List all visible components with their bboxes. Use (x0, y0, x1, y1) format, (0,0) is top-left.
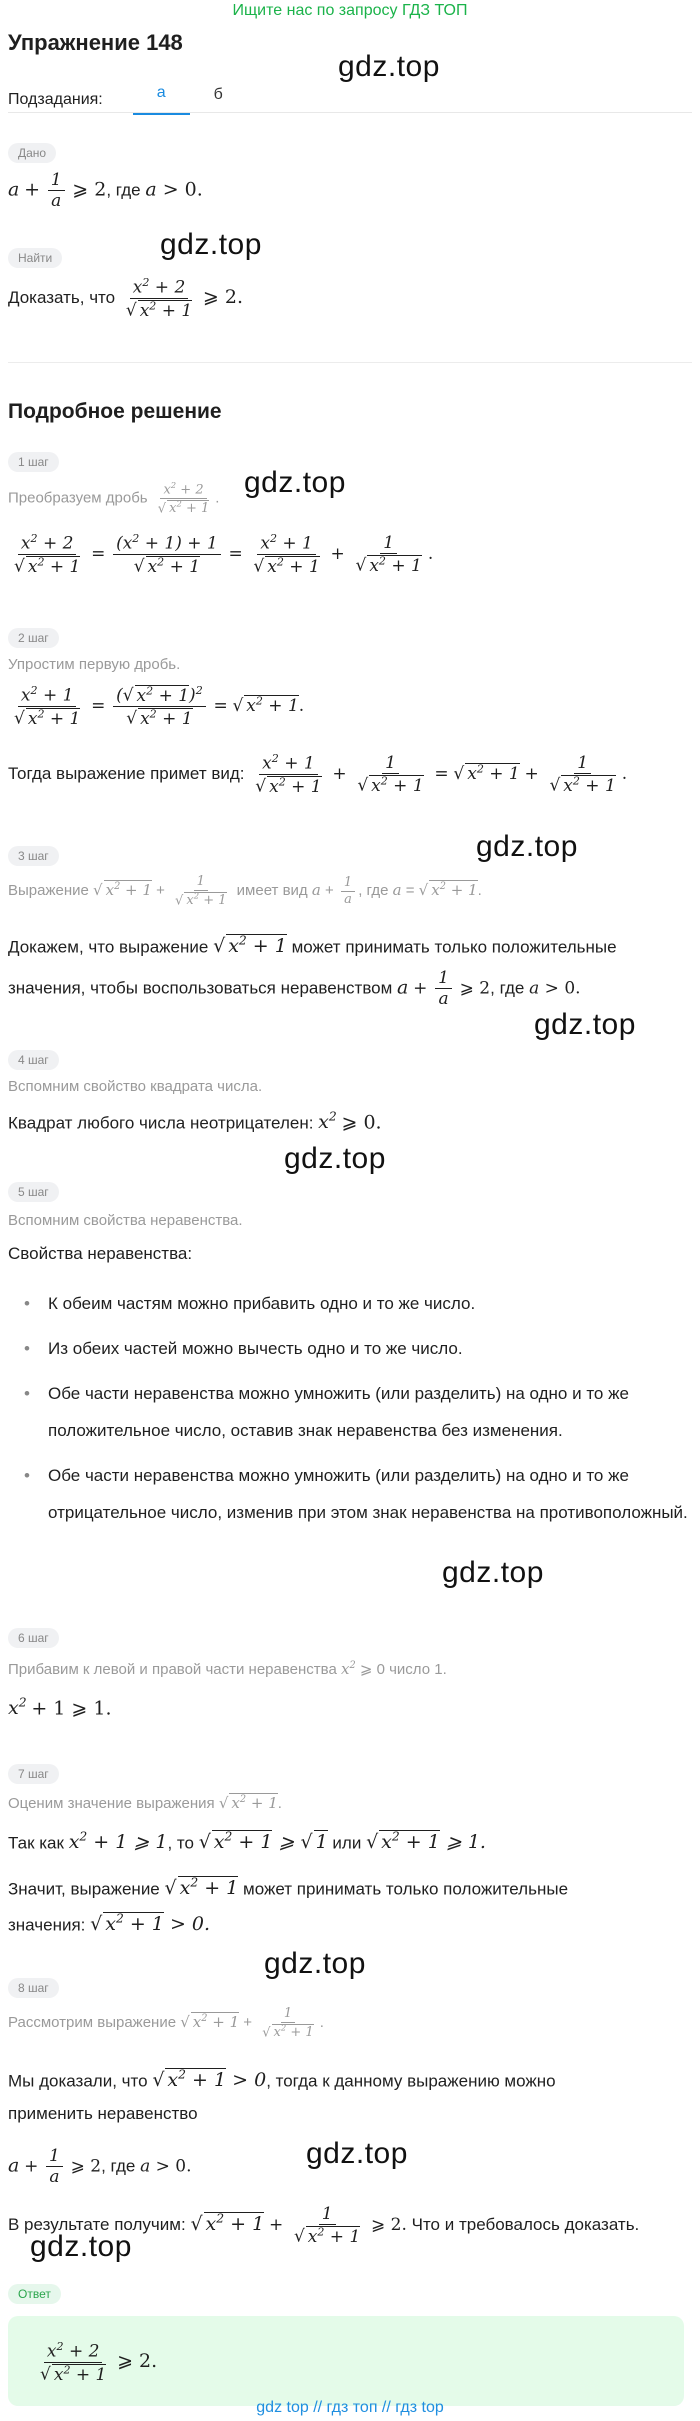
answer-expression: $\frac{x^2 + 2}{√ x^2 + 1}$ ⩾ 2. (40, 2340, 158, 2385)
step-8-result: В результате получим: √ $x^2 + 1$ + $\frac{1}{√ x^2 + 1}$ ⩾ 2. Что и требовалось доказать. (8, 2204, 640, 2248)
properties-list (8, 1285, 688, 1539)
step-2-chip: 2 шаг (8, 628, 59, 648)
step-7-since: Так как $x^2 + 1$ ⩾ 1, то √ $x^2 + 1$ ⩾ √ 1 или √ $x^2 + 1$ ⩾ 1. (8, 1830, 486, 1854)
tab-bar-line (8, 112, 692, 113)
watermark: gdz.top (264, 1947, 366, 1980)
step-3-text: Выражение √ $x^2 + 1$ + $\frac{1}{√ x^2 + 1}$ имеет вид a + $\frac{1}{a}$ , где a = √ $x^2 + 1$. (8, 874, 482, 908)
step-1-equation: $\frac{x^2 + 2}{√ x^2 + 1}$ = $\frac{(x^2 + 1) + 1}{√ x^2 + 1}$ = $\frac{x^2 + 1}{√ x^2 + 1}$ + $\frac{1}{√ x^2 + 1}$ . (14, 532, 434, 577)
step-8-apply: применить неравенство (8, 2104, 198, 2123)
step-1-chip: 1 шаг (8, 452, 59, 472)
step-1-text: Преобразуем дробь $\frac{x^2 + 2}{√ x^2 + 1}$ . (8, 480, 220, 517)
step-3-chip: 3 шаг (8, 846, 59, 866)
step-8-chip: 8 шаг (8, 1978, 59, 1998)
list-item: • К обеим частям можно прибавить одно и то же число. (48, 1285, 688, 1322)
watermark: gdz.top (284, 1142, 386, 1175)
footer-links[interactable]: gdz top // гдз топ // гдз top (256, 2399, 444, 2416)
step-4-square: Квадрат любого числа неотрицателен: $x^2$ ⩾ 0. (8, 1110, 382, 1134)
subtasks (8, 84, 247, 115)
step-7-hence: Значит, выражение √ $x^2 + 1$ может принимать только положительные (8, 1876, 569, 1900)
step-7-text: Оценим значение выражения √ $x^2 + 1$. (8, 1794, 282, 1812)
answer-box (8, 2316, 684, 2406)
search-banner[interactable]: Ищите нас по запросу ГДЗ ТОП (232, 2, 468, 19)
given-condition: a + $\frac{1}{a}$ ⩾ 2, где a > 0. (8, 170, 203, 212)
watermark: gdz.top (306, 2137, 408, 2170)
divider (8, 362, 692, 363)
step-6-text: Прибавим к левой и правой части неравенства $x^2$ ⩾ 0 число 1. (8, 1660, 447, 1678)
list-item: • Из обеих частей можно вычесть одно и то же число. (48, 1330, 688, 1367)
watermark: gdz.top (534, 1008, 636, 1041)
find-statement: Доказать, что $\frac{x^2 + 2}{√ x^2 + 1}$ ⩾ 2. (8, 276, 244, 321)
step-2-result: Тогда выражение примет вид: $\frac{x^2 + 1}{√ x^2 + 1}$ + $\frac{1}{√ x^2 + 1}$ = √ $x^2 + 1$ + $\frac{1}{√ x^2 + 1}$ . (8, 752, 628, 797)
tab-b[interactable]: б (213, 85, 223, 103)
step-4-text: Вспомним свойство квадрата числа. (8, 1078, 263, 1095)
watermark: gdz.top (30, 2230, 132, 2263)
properties-title: Свойства неравенства: (8, 1244, 193, 1263)
watermark: gdz.top (442, 1556, 544, 1589)
solution-title: Подробное решение (8, 400, 222, 423)
given-chip: Дано (8, 143, 56, 163)
subtasks-label: Подзадания: (8, 90, 103, 108)
watermark: gdz.top (476, 830, 578, 863)
find-text: Доказать, что (8, 288, 116, 308)
page-title: Упражнение 148 (8, 30, 183, 55)
tab-a[interactable]: а (133, 84, 190, 115)
given-text: , где (106, 180, 141, 200)
find-chip: Найти (8, 248, 62, 268)
step-6-chip: 6 шаг (8, 1628, 59, 1648)
step-4-chip: 4 шаг (8, 1050, 59, 1070)
step-7-values: значения: √ $x^2 + 1 > 0$. (8, 1912, 211, 1936)
step-6-result: $x^2 + 1$ ⩾ 1. (8, 1696, 112, 1720)
list-item: • Обе части неравенства можно умножить (или разделить) на одно и то же положительное число, оставив знак неравенства без изменения. (48, 1375, 688, 1449)
watermark: gdz.top (160, 228, 262, 261)
step-7-chip: 7 шаг (8, 1764, 59, 1784)
watermark: gdz.top (244, 466, 346, 499)
fraction: $\frac{1}{a}$ (48, 170, 65, 212)
step-2-text: Упростим первую дробь. (8, 656, 181, 673)
step-8-text: Рассмотрим выражение √ $x^2 + 1$ + $\frac{1}{√ x^2 + 1}$ . (8, 2006, 324, 2040)
step-3-prove-line2: значения, чтобы воспользоваться неравенством a + $\frac{1}{a}$ ⩾ 2, где a > 0. (8, 968, 581, 1010)
step-2-equation: $\frac{x^2 + 1}{√ x^2 + 1}$ = $\frac{(√ x^2 + 1)^2}{√ x^2 + 1}$ = √ $x^2 + 1$. (14, 684, 305, 729)
step-5-text: Вспомним свойства неравенства. (8, 1212, 243, 1229)
step-8-proved: Мы доказали, что √ $x^2 + 1 > 0$, тогда к данному выражению можно (8, 2068, 556, 2092)
step-8-inequality: a + $\frac{1}{a}$ ⩾ 2, где a > 0. (8, 2146, 192, 2188)
watermark: gdz.top (338, 50, 440, 83)
answer-chip: Ответ (8, 2284, 61, 2304)
step-3-prove: Докажем, что выражение √ $x^2 + 1$ может принимать только положительные (8, 934, 617, 958)
step-5-chip: 5 шаг (8, 1182, 59, 1202)
list-item: • Обе части неравенства можно умножить (или разделить) на одно и то же отрицательное число, изменив при этом знак неравенства на противоположный. (48, 1457, 688, 1531)
